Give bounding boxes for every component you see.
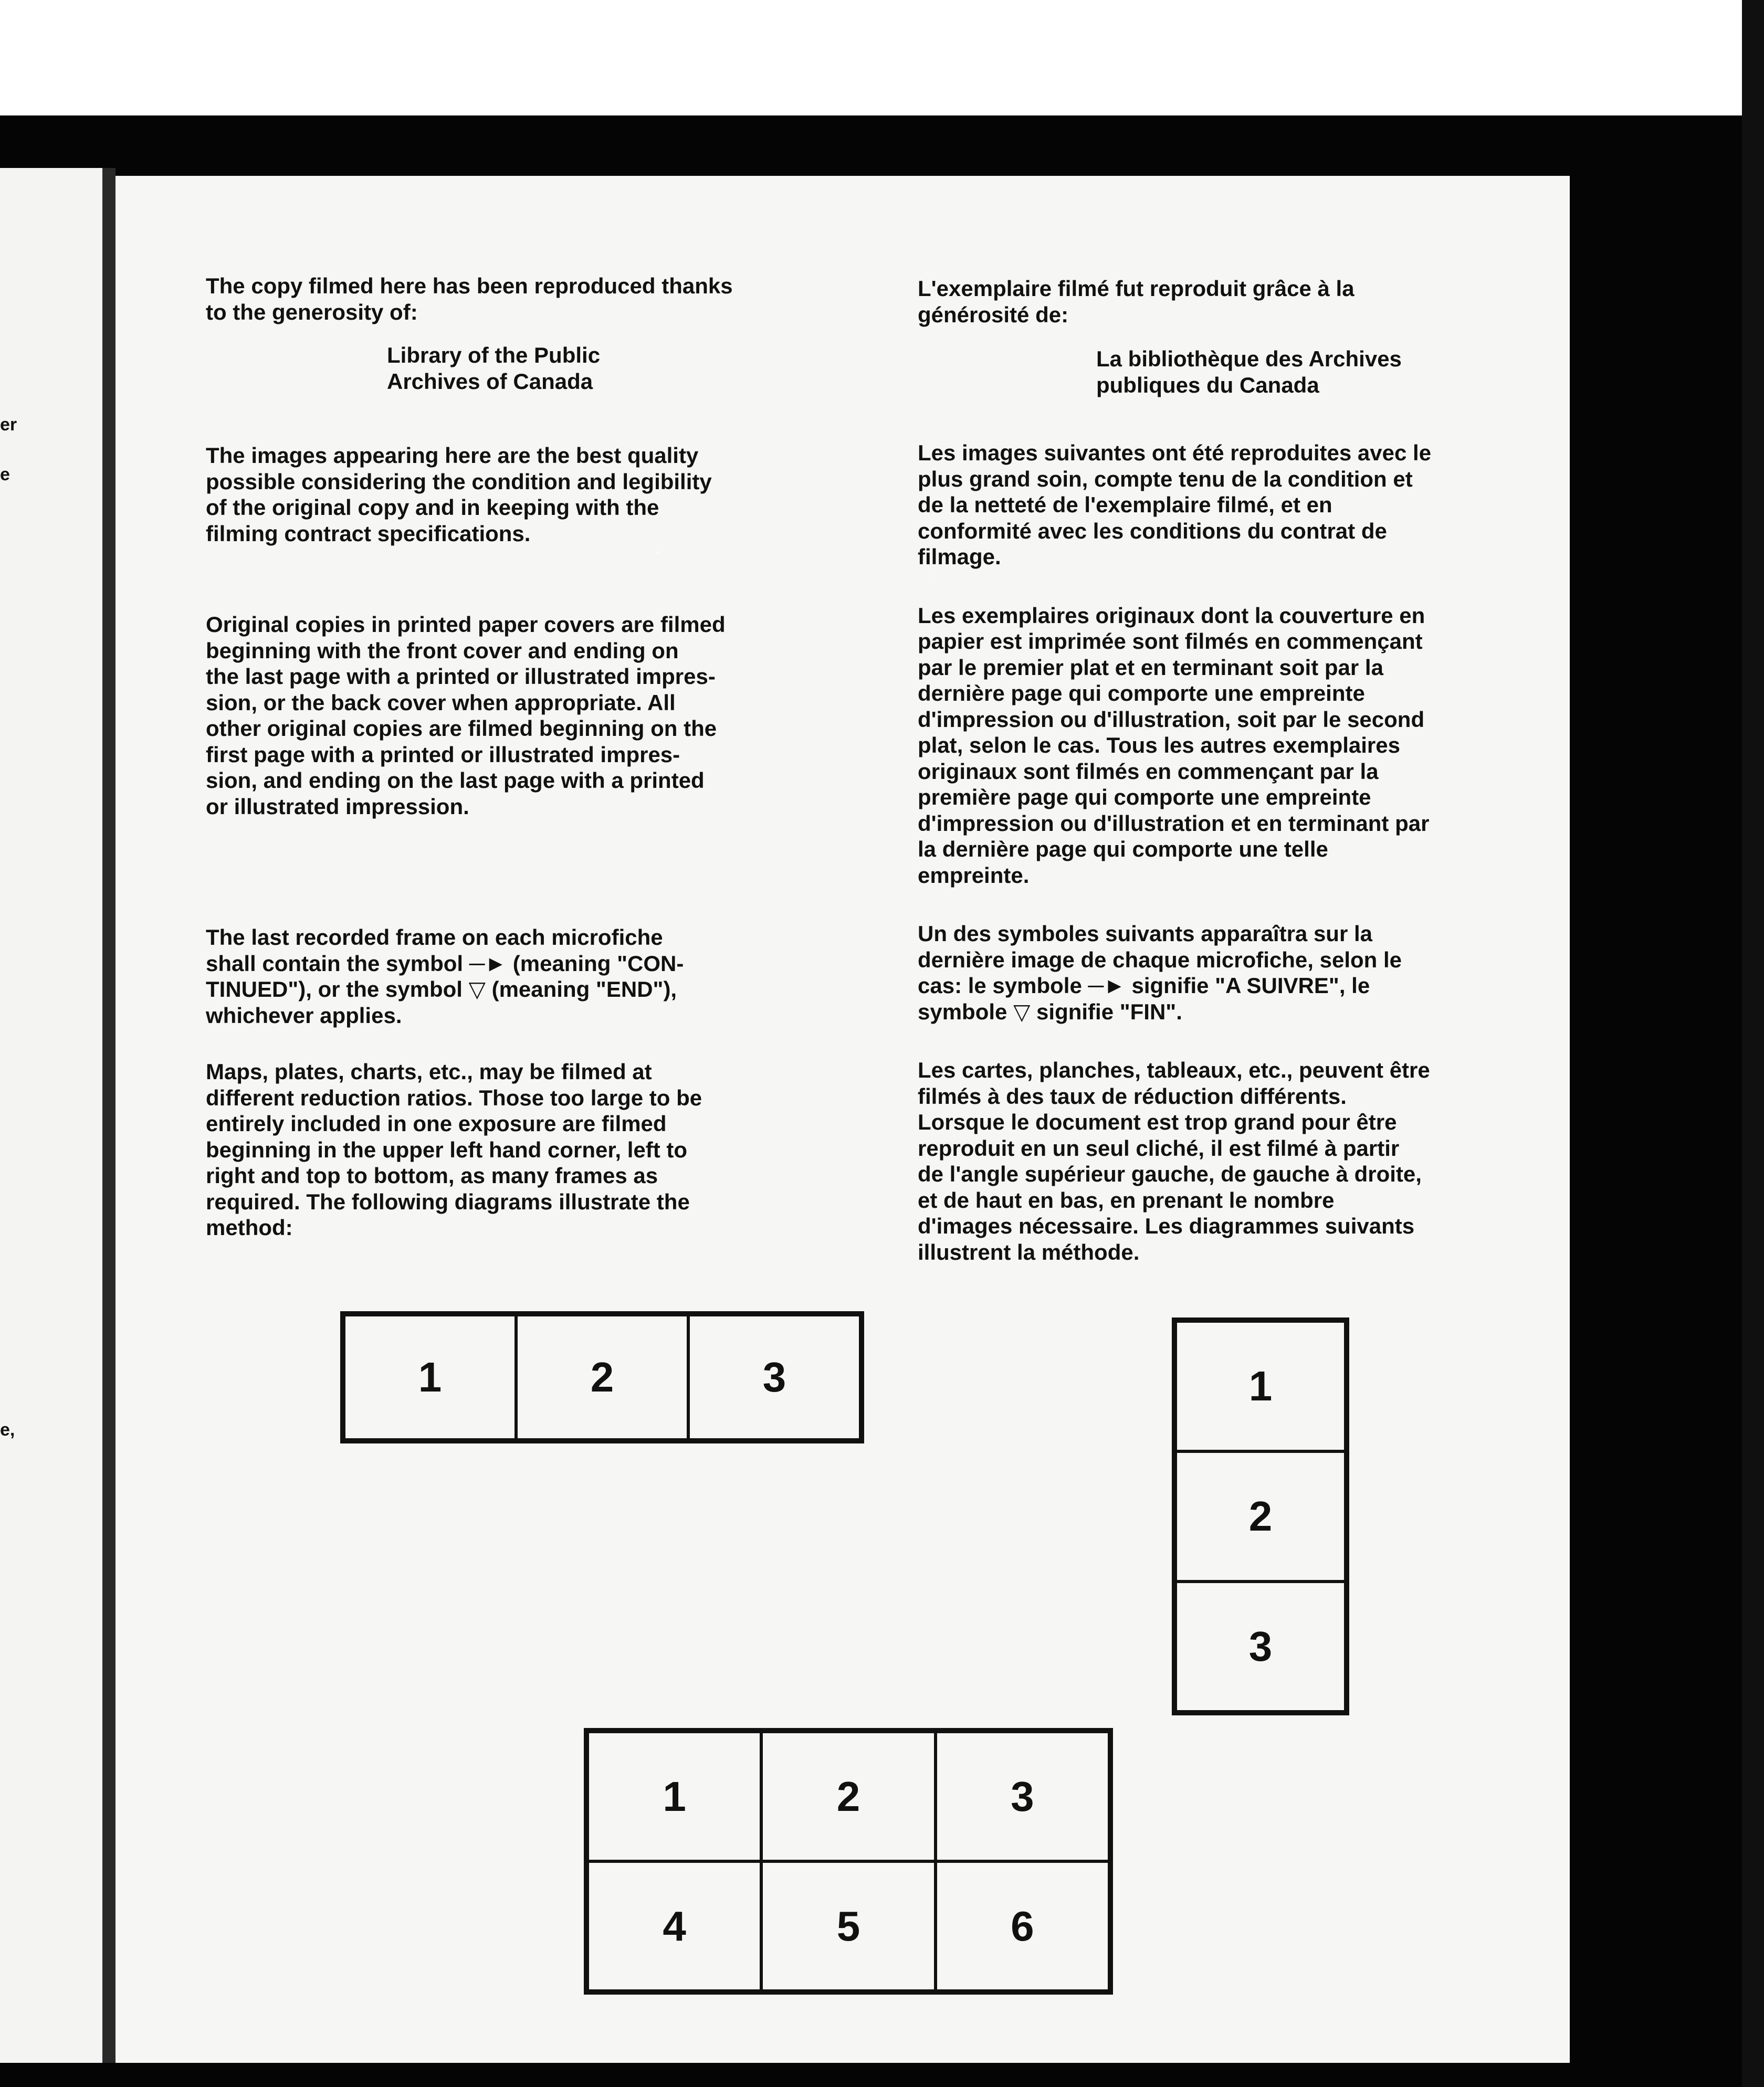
diagram-cell: 3 bbox=[1175, 1582, 1346, 1712]
english-symbol-note: The last recorded frame on each microfiche shall contain the symbol ─► (meaning "CON- TINUED"), or the symbol ▽ (meaning "END"), whichever applies. bbox=[206, 925, 684, 1028]
french-covers-note: Les exemplaires originaux dont la couverture en papier est imprimée sont filmés en commençant par le premier plat et en terminant soit par la dernière page qui comporte une empreinte d'impression ou d'illustration, soit par le second plat, selon le cas. Tous les autres exemplaires originaux sont filmés en commençant par la première page qui comporte une empreinte d'impression ou d'illustration et en terminant par la dernière page qui comporte une telle empreinte. bbox=[918, 603, 1430, 888]
diagram-grid bbox=[584, 1728, 1113, 1995]
diagram-cell: 5 bbox=[761, 1861, 935, 1991]
diagram-cell: 1 bbox=[1175, 1321, 1346, 1451]
diagram-cell: 3 bbox=[688, 1315, 860, 1440]
previous-page-fragment bbox=[0, 168, 105, 2063]
diagram-cell: 2 bbox=[761, 1732, 935, 1861]
right-page-edge bbox=[1742, 0, 1764, 2087]
english-institution: Library of the Public Archives of Canada bbox=[387, 343, 601, 394]
left-fragment-text: e bbox=[0, 465, 10, 484]
left-fragment-text: er bbox=[0, 415, 17, 435]
french-maps-note: Les cartes, planches, tableaux, etc., peuvent être filmés à des taux de réduction différents. Lorsque le document est trop grand pour être reproduit en un seul cliché, il est filmé à partir de l'angle supérieur gauche, de gauche à droite, et de haut en bas, en prenant le nombre d'images nécessaire. Les diagrammes suivants illustrent la méthode. bbox=[918, 1058, 1430, 1264]
french-quality-note: Les images suivantes ont été reproduites avec le plus grand soin, compte tenu de la condition et de la netteté de l'exemplaire filmé, et en conformité avec les conditions du contrat de filmage. bbox=[918, 440, 1432, 569]
diagram-cell: 1 bbox=[587, 1732, 761, 1861]
french-credit-intro: L'exemplaire filmé fut reproduit grâce à la générosité de: bbox=[918, 276, 1354, 327]
french-symbol-note: Un des symboles suivants apparaîtra sur la dernière image de chaque microfiche, selon le cas: le symbole ─► signifie "A SUIVRE", le symbole ▽ signifie "FIN". bbox=[918, 921, 1402, 1024]
diagram-cell: 6 bbox=[936, 1861, 1109, 1991]
english-covers-note: Original copies in printed paper covers are filmed beginning with the front cover and ending on the last page with a printed or illustrated impres- sion, or the back cover when appropriate. All other original copies are filmed beginning on the first page with a printed or illustrated impres- sion, and ending on the last page with a printed or illustrated impression. bbox=[206, 612, 726, 819]
diagram-cell: 3 bbox=[936, 1732, 1109, 1861]
english-column bbox=[206, 273, 888, 1241]
diagram-cell: 4 bbox=[587, 1861, 761, 1991]
diagram-column bbox=[1172, 1317, 1349, 1715]
diagram-cell: 2 bbox=[1175, 1451, 1346, 1582]
diagram-row bbox=[340, 1311, 864, 1443]
english-maps-note: Maps, plates, charts, etc., may be filmed at different reduction ratios. Those too large to be entirely included in one exposure are filmed beginning in the upper left hand corner, left to right and top to bottom, as many frames as required. The following diagrams illustrate the method: bbox=[206, 1059, 702, 1240]
english-quality-note: The images appearing here are the best quality possible considering the condition and legibility of the original copy and in keeping with the filming contract specifications. bbox=[206, 443, 712, 546]
left-fragment-text: e, bbox=[0, 1420, 15, 1440]
page-gutter bbox=[102, 168, 116, 2063]
french-institution: La bibliothèque des Archives publiques du Canada bbox=[1096, 346, 1402, 397]
diagram-cell: 2 bbox=[516, 1315, 688, 1440]
french-column bbox=[918, 276, 1600, 1265]
diagram-cell: 1 bbox=[344, 1315, 516, 1440]
english-credit-intro: The copy filmed here has been reproduced thanks to the generosity of: bbox=[206, 273, 733, 324]
